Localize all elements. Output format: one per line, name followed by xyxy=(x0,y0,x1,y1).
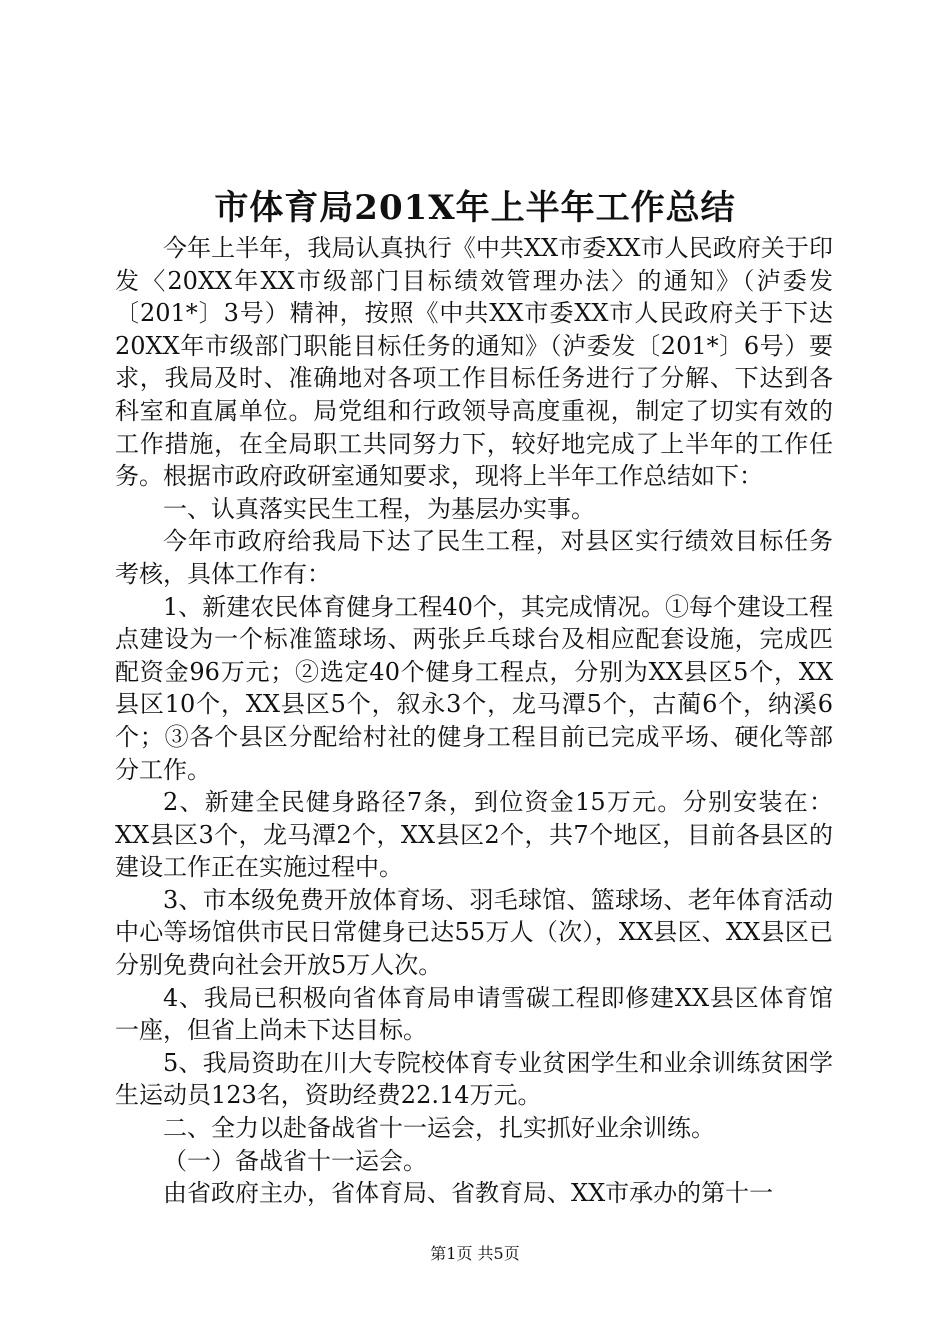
paragraph: 今年市政府给我局下达了民生工程，对县区实行绩效目标任务考核，具体工作有： xyxy=(115,527,833,588)
list-item: 4、我局已积极向省体育局申请雪碳工程即修建XX县区体育馆一座，但省上尚未下达目标。 xyxy=(115,983,833,1045)
list-item: 2、新建全民健身路径7条，到位资金15万元。分别安装在：XX县区3个，龙马潭2个，XX县区2个，共7个地区，目前各县区的建设工作正在实施过程中。 xyxy=(115,788,833,882)
list-item: 1、新建农民体育健身工程40个，其完成情况。①每个建设工程点建设为一个标准篮球场、两张乒乓球台及相应配套设施，完成匹配资金96万元；②选定40个健身工程点，分别为XX县区5个，XX县区10个，XX县区5个，叙永3个，龙马潭5个，古蔺6个，纳溪6个；③各个县区分配给村社的健身工程目前已完成平场、硬化等部分工作。 xyxy=(115,592,833,784)
paragraph-intro: 今年上半年，我局认真执行《中共XX市委XX市人民政府关于印发〈20XX年XX市级部门目标绩效管理办法〉的通知》（泸委发〔201*〕3号）精神，按照《中共XX市委XX市人民政府关于下达20XX年市级部门职能目标任务的通知》（泸委发〔201*〕6号）要求，我局及时、准确地对各项工作目标任务进行了分解、下达到各科室和直属单位。局党组和行政领导高度重视，制定了切实有效的工作措施，在全局职工共同努力下，较好地完成了上半年的工作任务。根据市政府政研室通知要求，现将上半年工作总结如下： xyxy=(115,234,833,491)
document-title: 市体育局201X年上半年工作总结 xyxy=(214,188,736,228)
section-heading-1: 一、认真落实民生工程，为基层办实事。 xyxy=(163,494,595,523)
page-number-footer: 第1页 共5页 xyxy=(430,1244,520,1263)
subsection-heading: （一）备战省十一运会。 xyxy=(163,1146,427,1175)
list-item: 3、市本级免费开放体育场、羽毛球馆、篮球场、老年体育活动中心等场馆供市民日常健身已达55万人（次），XX县区、XX县区已分别免费向社会开放5万人次。 xyxy=(115,885,833,980)
list-item: 5、我局资助在川大专院校体育专业贫困学生和业余训练贫困学生运动员123名，资助经费22.14万元。 xyxy=(115,1048,833,1110)
document-body xyxy=(115,232,833,1210)
section-heading-2: 二、全力以赴备战省十一运会，扎实抓好业余训练。 xyxy=(163,1114,715,1143)
paragraph: 由省政府主办，省体育局、省教育局、XX市承办的第十一 xyxy=(163,1179,774,1208)
